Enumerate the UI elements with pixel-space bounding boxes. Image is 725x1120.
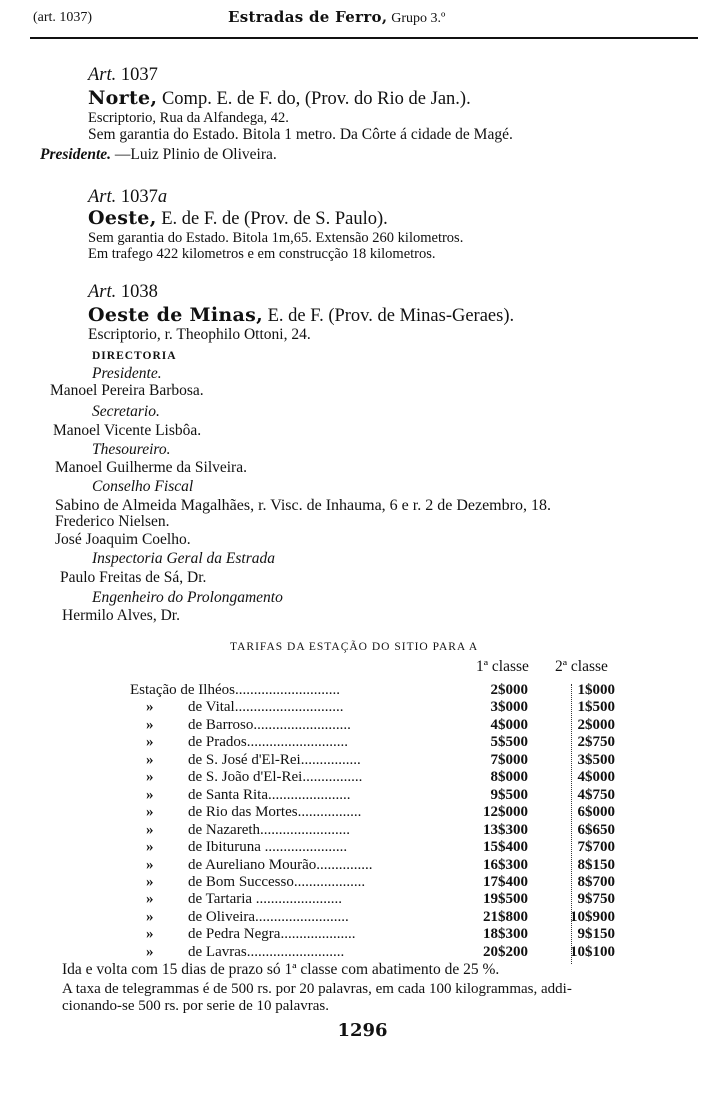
table-row <box>0 717 725 734</box>
column-header-2nd-class: 2ª classe <box>555 658 608 675</box>
person-name: Sabino de Almeida Magalhães, r. Visc. de Inhauma, 6 e r. 2 de Dezembro, 18. <box>55 497 551 514</box>
article-heading-1037 <box>88 64 158 86</box>
person-name: Hermilo Alves, Dr. <box>62 607 180 624</box>
company-note: Em trafego 422 kilometros e em construcção 18 kilometros. <box>88 246 436 262</box>
station-name: de Lavras.......................... <box>188 943 345 960</box>
fare-2nd-class: 1$500 <box>577 699 615 716</box>
ditto-mark: » <box>146 891 154 908</box>
station-name: de Ibituruna ...................... <box>188 839 348 856</box>
table-row <box>0 944 725 961</box>
station-name: de Bom Successo................... <box>188 873 366 890</box>
station-name: de Prados........................... <box>188 734 348 751</box>
fare-1st-class: 18$300 <box>483 926 528 943</box>
tariffs-title: TARIFAS DA ESTAÇÃO DO SITIO PARA A <box>230 641 479 653</box>
fare-1st-class: 15$400 <box>483 839 528 856</box>
fare-2nd-class: 8$700 <box>577 873 615 890</box>
fare-1st-class: 4$000 <box>490 716 528 733</box>
table-row <box>0 909 725 926</box>
ditto-mark: » <box>146 856 154 873</box>
art-label: Art. <box>88 65 117 85</box>
table-row <box>0 752 725 769</box>
person-name: Manoel Vicente Lisbôa. <box>53 422 202 439</box>
table-row <box>0 769 725 786</box>
fare-2nd-class: 10$100 <box>570 943 615 960</box>
art-number: 1037 <box>120 65 158 85</box>
role-label: Secretario. <box>92 403 160 420</box>
station-name: de S. João d'El-Rei................ <box>188 769 363 786</box>
station-name: de Santa Rita...................... <box>188 786 351 803</box>
running-header-title <box>228 8 445 28</box>
running-header-bold: Estradas de Ferro, <box>228 8 388 26</box>
station-name: de Oliveira......................... <box>188 908 349 925</box>
fare-2nd-class: 2$000 <box>577 716 615 733</box>
ditto-mark: » <box>146 821 154 838</box>
person-name: Paulo Freitas de Sá, Dr. <box>60 569 207 586</box>
company-note: Sem garantia do Estado. Bitola 1 metro. Da Côrte á cidade de Magé. <box>88 126 513 143</box>
role-label: Presidente. <box>92 365 162 382</box>
table-row <box>0 857 725 874</box>
table-row <box>0 682 725 699</box>
fare-1st-class: 21$800 <box>483 908 528 925</box>
company-name: Norte, <box>88 87 158 109</box>
fare-2nd-class: 4$000 <box>577 769 615 786</box>
table-row <box>0 734 725 751</box>
fare-2nd-class: 3$500 <box>577 751 615 768</box>
fare-1st-class: 5$500 <box>490 734 528 751</box>
fare-1st-class: 16$300 <box>483 856 528 873</box>
table-row <box>0 804 725 821</box>
return-ticket-note: Ida e volta com 15 dias de prazo só 1ª classe com abatimento de 25 %. <box>62 961 500 978</box>
fare-1st-class: 9$500 <box>490 786 528 803</box>
station-name: de Aureliano Mourão............... <box>188 856 373 873</box>
fare-2nd-class: 2$750 <box>577 734 615 751</box>
station-name: de Rio das Mortes................. <box>188 804 362 821</box>
ditto-mark: » <box>146 716 154 733</box>
office-address: Escriptorio, Rua da Alfandega, 42. <box>88 110 289 126</box>
table-row <box>0 839 725 856</box>
table-row <box>0 822 725 839</box>
fare-2nd-class: 1$000 <box>577 682 615 698</box>
president-name: —Luiz Plinio de Oliveira. <box>114 146 277 163</box>
company-title-norte <box>88 87 471 110</box>
fare-1st-class: 2$000 <box>490 682 528 698</box>
ditto-mark: » <box>146 804 154 821</box>
ditto-mark: » <box>146 926 154 943</box>
column-header-1st-class: 1ª classe <box>476 658 529 675</box>
telegram-note-cont: cionando-se 500 rs. por serie de 10 palavras. <box>62 998 329 1014</box>
fare-1st-class: 13$300 <box>483 821 528 838</box>
station-name: de S. José d'El-Rei................ <box>188 751 361 768</box>
telegram-note: A taxa de telegrammas é de 500 rs. por 20 palavras, em cada 100 kilogrammas, addi- <box>62 981 572 997</box>
table-row <box>0 874 725 891</box>
art-number: 1038 <box>120 282 158 302</box>
station-name: de Pedra Negra.................... <box>188 926 356 943</box>
table-row <box>0 787 725 804</box>
station-name: de Barroso.......................... <box>188 716 351 733</box>
art-number: 1037 <box>120 187 158 207</box>
article-heading-1038 <box>88 281 158 303</box>
role-label: Thesoureiro. <box>92 441 171 458</box>
fare-2nd-class: 7$700 <box>577 839 615 856</box>
office-address: Escriptorio, r. Theophilo Ottoni, 24. <box>88 326 311 343</box>
directoria-heading: DIRECTORIA <box>92 350 177 362</box>
company-note: Sem garantia do Estado. Bitola 1m,65. Extensão 260 kilometros. <box>88 230 464 246</box>
fare-1st-class: 12$000 <box>483 804 528 821</box>
art-suffix: a <box>157 187 168 207</box>
ditto-mark: » <box>146 734 154 751</box>
fare-1st-class: 20$200 <box>483 943 528 960</box>
running-header-ref: (art. 1037) <box>33 10 93 25</box>
station-name: de Nazareth........................ <box>188 821 351 838</box>
role-label: Engenheiro do Prolongamento <box>92 589 283 606</box>
company-name: Oeste, <box>88 207 157 229</box>
ditto-mark: » <box>146 873 154 890</box>
fare-1st-class: 8$000 <box>490 769 528 786</box>
person-name: Frederico Nielsen. <box>55 513 170 530</box>
table-row <box>0 699 725 716</box>
ditto-mark: » <box>146 839 154 856</box>
ditto-mark: » <box>146 751 154 768</box>
company-detail: Comp. E. de F. do, (Prov. do Rio de Jan.). <box>161 89 471 109</box>
station-name: de Tartaria ....................... <box>188 891 343 908</box>
ditto-mark: » <box>146 943 154 960</box>
company-detail: E. de F. de (Prov. de S. Paulo). <box>161 209 388 229</box>
fare-1st-class: 17$400 <box>483 873 528 890</box>
ditto-mark: » <box>146 908 154 925</box>
art-label: Art. <box>88 282 117 302</box>
fare-2nd-class: 6$000 <box>577 804 615 821</box>
fare-2nd-class: 9$750 <box>577 891 615 908</box>
person-name: José Joaquim Coelho. <box>55 531 191 548</box>
fare-1st-class: 19$500 <box>483 891 528 908</box>
article-heading-1037a <box>88 186 167 208</box>
ditto-mark: » <box>146 699 154 716</box>
fare-2nd-class: 9$150 <box>577 926 615 943</box>
fare-2nd-class: 6$650 <box>577 821 615 838</box>
company-detail: E. de F. (Prov. de Minas-Geraes). <box>267 306 515 326</box>
president-label: Presidente. <box>40 146 112 163</box>
fare-2nd-class: 10$900 <box>570 908 615 925</box>
table-row <box>0 891 725 908</box>
ditto-mark: » <box>146 786 154 803</box>
company-title-oeste <box>88 207 388 230</box>
person-name: Manoel Pereira Barbosa. <box>50 382 204 399</box>
fare-2nd-class: 4$750 <box>577 786 615 803</box>
person-name: Manoel Guilherme da Silveira. <box>55 459 247 476</box>
company-title-oeste-de-minas <box>88 304 514 327</box>
president-line <box>40 146 277 164</box>
running-header-group: Grupo 3.º <box>391 11 446 26</box>
art-label: Art. <box>88 187 117 207</box>
ditto-mark: » <box>146 769 154 786</box>
station-name: Estação de Ilhéos............................ <box>130 682 340 698</box>
fare-2nd-class: 8$150 <box>577 856 615 873</box>
fare-1st-class: 7$000 <box>490 751 528 768</box>
company-name: Oeste de Minas, <box>88 304 263 326</box>
header-rule <box>30 37 698 39</box>
station-name: de Vital............................. <box>188 699 344 716</box>
role-label: Conselho Fiscal <box>92 478 194 495</box>
table-row <box>0 926 725 943</box>
page-number: 1296 <box>337 1020 388 1041</box>
role-label: Inspectoria Geral da Estrada <box>92 550 275 567</box>
fare-1st-class: 3$000 <box>490 699 528 716</box>
